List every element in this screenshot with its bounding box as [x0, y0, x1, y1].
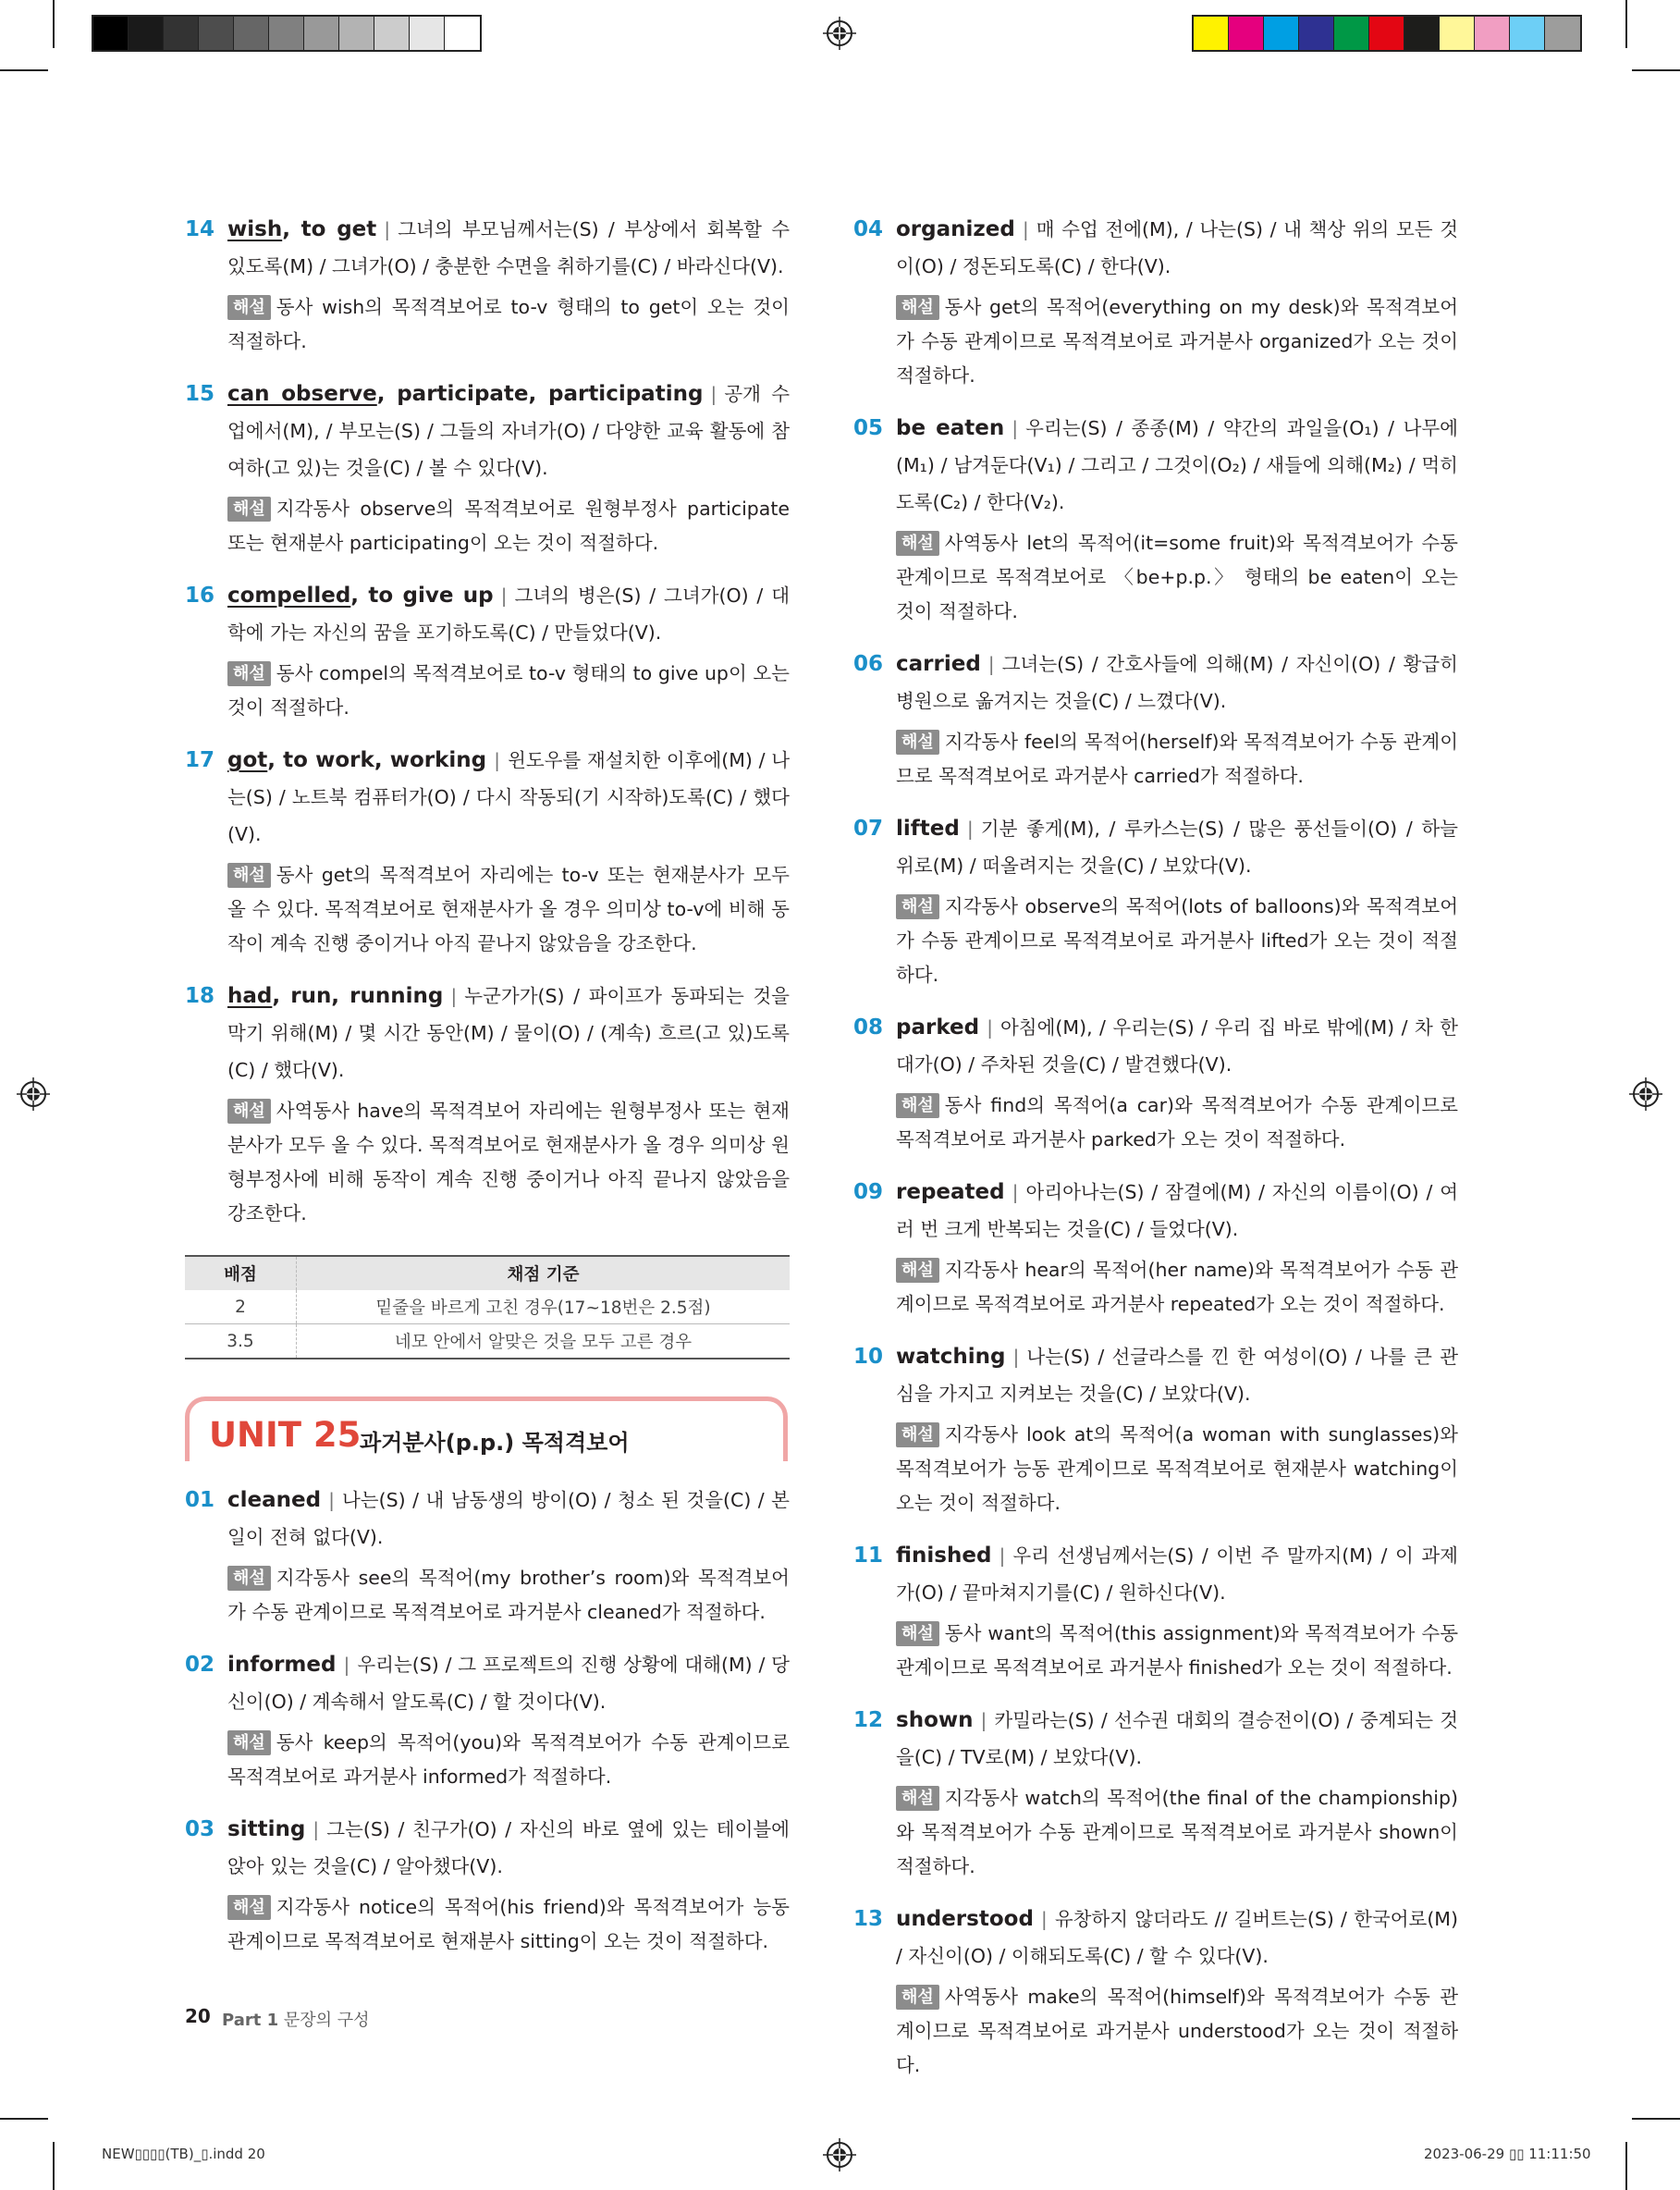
separator: |: [999, 1544, 1006, 1567]
answer-line: [896, 646, 1458, 720]
color-swatch: [1510, 17, 1545, 50]
color-swatch: [445, 17, 480, 50]
answer-text: shown: [896, 1708, 974, 1732]
answer-text: [227, 382, 703, 406]
answer-underlined: got: [227, 748, 268, 772]
translation-text: 매 수업 전에(M), / 나는(S) / 내 책상 위의 모든 것이(O) / 정돈되도록(C) / 한다(V).: [896, 218, 1458, 277]
explanation: [896, 1781, 1458, 1884]
color-swatch: [1264, 17, 1299, 50]
explanation: [227, 492, 790, 560]
color-swatch: [1194, 17, 1229, 50]
explanation-tag: 해설: [227, 1730, 271, 1755]
separator: |: [494, 749, 501, 771]
answer-text: finished: [896, 1544, 992, 1568]
answer-text: organized: [896, 217, 1015, 241]
answer-item: [853, 810, 1458, 992]
answer-underlined: had: [227, 984, 273, 1008]
item-number: 18: [185, 984, 215, 1008]
separator: |: [343, 1654, 350, 1676]
answer-item: [185, 211, 790, 359]
item-number: 01: [185, 1488, 215, 1512]
item-number: 02: [185, 1653, 215, 1677]
answer-item: [185, 1646, 790, 1794]
color-swatch: [1299, 17, 1334, 50]
explanation-text: 지각동사 observe의 목적격보어로 원형부정사 participate 또는 현재분사 participating이 오는 것이 적절하다.: [227, 498, 790, 554]
explanation-text: 동사 get의 목적어(everything on my desk)와 목적격보어가 수동 관계이므로 목적격보어로 과거분사 organized가 오는 것이 적절하다.: [896, 296, 1458, 387]
explanation: [896, 1253, 1458, 1322]
answer-text: understood: [896, 1907, 1034, 1931]
table-row: [185, 1290, 790, 1324]
part-title: 문장의 구성: [283, 2011, 370, 2030]
answer-item: [853, 1537, 1458, 1685]
explanation-tag: 해설: [896, 1093, 939, 1118]
item-number: 11: [853, 1544, 884, 1568]
color-swatch: [339, 17, 374, 50]
translation-text: 나는(S) / 내 남동생의 방이(O) / 청소 된 것을(C) / 본 일이 전혀 없다(V).: [227, 1489, 790, 1548]
item-number: 15: [185, 382, 215, 406]
color-swatch: [1440, 17, 1475, 50]
separator: |: [1012, 1346, 1020, 1368]
answer-line: [896, 810, 1458, 884]
translation-text: 윈도우를 재설치한 이후에(M) / 나는(S) / 노트북 컴퓨터가(O) / 다시 작동되(기 시작하)도록(C) / 했다(V).: [227, 749, 790, 845]
translation-text: 아리아나는(S) / 잠결에(M) / 자신의 이름이(O) / 여러 번 크게 반복되는 것을(C) / 들었다(V).: [896, 1181, 1458, 1240]
answer-line: [227, 577, 790, 651]
answer-text: informed: [227, 1653, 337, 1677]
explanation-tag: 해설: [227, 863, 271, 888]
color-swatch: [164, 17, 199, 50]
answer-line: [227, 1482, 790, 1556]
unit-title: 과거분사(p.p.) 목적격보어: [360, 1430, 630, 1456]
explanation-tag: 해설: [227, 497, 271, 522]
table-row: [185, 1324, 790, 1360]
explanation-tag: 해설: [227, 1895, 271, 1920]
answer-rest: , to give up: [350, 584, 494, 608]
page-number: 20: [185, 2005, 211, 2027]
explanation-tag: 해설: [896, 1786, 939, 1811]
answer-text: [227, 217, 376, 241]
answer-text: [227, 748, 486, 772]
answer-line: [896, 1174, 1458, 1248]
answer-line: [896, 1009, 1458, 1083]
item-number: 05: [853, 416, 884, 440]
separator: |: [1040, 1908, 1048, 1930]
explanation-tag: 해설: [227, 295, 271, 320]
separator: |: [450, 985, 458, 1007]
color-swatch: [1404, 17, 1440, 50]
explanation-text: 지각동사 hear의 목적어(her name)와 목적격보어가 수동 관계이므로 목적격보어로 과거분사 repeated가 오는 것이 적절하다.: [896, 1259, 1458, 1315]
translation-text: 공개 수업에서(M), / 부모는(S) / 그들의 자녀가(O) / 다양한 교육 활동에 참여하(고 있)는 것을(C) / 볼 수 있다(V).: [227, 383, 790, 479]
explanation-tag: 해설: [896, 531, 939, 556]
explanation-tag: 해설: [227, 661, 271, 686]
explanation-text: 지각동사 feel의 목적어(herself)와 목적격보어가 수동 관계이므로 목적격보어로 과거분사 carried가 적절하다.: [896, 731, 1458, 787]
explanation-text: 지각동사 see의 목적어(my brother’s room)와 목적격보어가 수동 관계이므로 목적격보어로 과거분사 cleaned가 적절하다.: [227, 1567, 790, 1623]
explanation: [896, 725, 1458, 794]
explanation-text: 지각동사 observe의 목적어(lots of balloons)와 목적격보어가 수동 관계이므로 목적격보어로 과거분사 lifted가 오는 것이 적절하다.: [896, 895, 1458, 986]
crop-mark: [53, 2142, 55, 2190]
answer-text: sitting: [227, 1817, 306, 1841]
explanation-tag: 해설: [896, 1621, 939, 1646]
explanation: [227, 1726, 790, 1794]
answer-item: [853, 1901, 1458, 2083]
slug-file-info: NEW▯▯▯▯(TB)_▯.indd 20: [102, 2146, 265, 2162]
score-header-criteria: 채점 기준: [297, 1256, 791, 1290]
explanation: [227, 1890, 790, 1959]
separator: |: [313, 1818, 320, 1840]
explanation-text: 지각동사 look at의 목적어(a woman with sunglasses)와 목적격보어가 능동 관계이므로 목적격보어로 현재분사 watching이 오는 것이 적절하다.: [896, 1423, 1458, 1514]
answer-text: be eaten: [896, 416, 1005, 440]
color-swatch: [1475, 17, 1510, 50]
translation-text: 기분 좋게(M), / 루카스는(S) / 많은 풍선들이(O) / 하늘 위로(M) / 떠올려지는 것을(C) / 보았다(V).: [896, 818, 1458, 877]
answer-text: repeated: [896, 1180, 1005, 1204]
crop-mark: [0, 2118, 48, 2120]
answer-line: [896, 410, 1458, 521]
color-swatch: [93, 17, 129, 50]
answer-text: parked: [896, 1015, 980, 1040]
translation-text: 유창하지 않더라도 // 길버트는(S) / 한국어로(M) / 자신이(O) / 이해되도록(C) / 할 수 있다(V).: [896, 1908, 1458, 1967]
color-swatch: [1545, 17, 1580, 50]
score-criteria: 네모 안에서 알맞은 것을 모두 고른 경우: [297, 1324, 791, 1360]
score-table: [185, 1255, 790, 1360]
unit-answer-column: [185, 1482, 790, 1975]
gray-swatch-strip: [92, 15, 482, 52]
item-number: 03: [185, 1817, 215, 1841]
answer-item: [853, 646, 1458, 794]
color-swatch: [234, 17, 269, 50]
explanation: [227, 858, 790, 961]
explanation-text: 사역동사 make의 목적어(himself)와 목적격보어가 수동 관계이므로 목적격보어로 과거분사 understood가 오는 것이 적절하다.: [896, 1986, 1458, 2076]
item-number: 09: [853, 1180, 884, 1204]
answer-line: [896, 1702, 1458, 1776]
answer-rest: , to get: [282, 217, 377, 241]
explanation: [227, 1561, 790, 1630]
answer-text: carried: [896, 652, 981, 676]
separator: |: [500, 584, 508, 607]
explanation-text: 동사 get의 목적격보어 자리에는 to-v 또는 현재분사가 모두 올 수 있다. 목적격보어로 현재분사가 올 경우 의미상 to-v에 비해 동작이 계속 진행 중이거나 아직 끝나지 않았음을 강조한다.: [227, 864, 790, 954]
item-number: 04: [853, 217, 884, 241]
answer-underlined: can observe: [227, 382, 377, 406]
answer-text: [227, 584, 494, 608]
translation-text: 우리는(S) / 그 프로젝트의 진행 상황에 대해(M) / 당신이(O) / 계속해서 알도록(C) / 할 것이다(V).: [227, 1654, 790, 1713]
explanation-text: 동사 keep의 목적어(you)와 목적격보어가 수동 관계이므로 목적격보어로 과거분사 informed가 적절하다.: [227, 1731, 790, 1788]
footer-part: [222, 2007, 370, 2031]
explanation: [896, 1617, 1458, 1685]
translation-text: 우리는(S) / 종종(M) / 약간의 과일을(O₁) / 나무에(M₁) / 남겨둔다(V₁) / 그리고 / 그것이(O₂) / 새들에 의해(M₂) / 먹히도록(C₂) / 한다(V₂).: [896, 417, 1458, 513]
translation-text: 카밀라는(S) / 선수권 대회의 결승전이(O) / 중계되는 것을(C) / TV로(M) / 보았다(V).: [896, 1709, 1458, 1768]
explanation: [896, 890, 1458, 992]
explanation: [896, 526, 1458, 629]
separator: |: [980, 1709, 987, 1731]
explanation: [227, 657, 790, 725]
answer-rest: , run, running: [272, 984, 444, 1008]
separator: |: [1012, 417, 1019, 439]
color-swatch: [1369, 17, 1404, 50]
score-table-header: [185, 1256, 790, 1290]
answer-line: [896, 211, 1458, 285]
registration-mark-icon: [823, 17, 856, 50]
explanation-tag: 해설: [227, 1099, 271, 1124]
separator: |: [1022, 218, 1029, 240]
answer-item: [185, 577, 790, 725]
translation-text: 아침에(M), / 우리는(S) / 우리 집 바로 밖에(M) / 차 한 대가(O) / 주차된 것을(C) / 발견했다(V).: [896, 1016, 1458, 1076]
separator: |: [328, 1489, 335, 1511]
answer-line: [896, 1537, 1458, 1611]
right-column: [853, 211, 1458, 2099]
color-swatch: [410, 17, 445, 50]
answer-list: [185, 211, 790, 1231]
crop-mark: [1625, 0, 1627, 48]
score-points: 2: [185, 1290, 297, 1324]
separator: |: [987, 1016, 993, 1039]
answer-item: [853, 1009, 1458, 1157]
left-column: [185, 211, 790, 1360]
answer-list: [853, 211, 1458, 2083]
translation-text: 그녀는(S) / 간호사들에 의해(M) / 자신이(O) / 황급히 병원으로 옮겨지는 것을(C) / 느꼈다(V).: [896, 653, 1458, 712]
score-criteria: 밑줄을 바르게 고친 경우(17~18번은 2.5점): [297, 1290, 791, 1324]
item-number: 10: [853, 1345, 884, 1369]
explanation-text: 동사 want의 목적어(this assignment)와 목적격보어가 수동 관계이므로 목적격보어로 과거분사 finished가 오는 것이 적절하다.: [896, 1622, 1458, 1679]
part-label: Part 1: [222, 2011, 279, 2030]
separator: |: [384, 218, 391, 240]
separator: |: [987, 653, 995, 675]
item-number: 14: [185, 217, 215, 241]
answer-text: watching: [896, 1345, 1006, 1369]
answer-item: [185, 1482, 790, 1630]
answer-item: [185, 375, 790, 560]
answer-list: [185, 1482, 790, 1959]
color-swatch: [1229, 17, 1264, 50]
color-swatch: [199, 17, 234, 50]
answer-item: [853, 1702, 1458, 1884]
registration-mark-icon: [17, 1077, 50, 1111]
answer-rest: , to work, working: [267, 748, 487, 772]
separator: |: [1012, 1181, 1019, 1203]
explanation: [896, 1980, 1458, 2083]
answer-item: [185, 1811, 790, 1959]
explanation: [227, 290, 790, 359]
color-swatch: [269, 17, 304, 50]
explanation-tag: 해설: [896, 1258, 939, 1283]
color-swatch: [129, 17, 164, 50]
answer-text: cleaned: [227, 1488, 322, 1512]
answer-line: [227, 1646, 790, 1720]
explanation-text: 지각동사 notice의 목적어(his friend)와 목적격보어가 능동 관계이므로 목적격보어로 현재분사 sitting이 오는 것이 적절하다.: [227, 1896, 790, 1952]
score-header-points: 배점: [185, 1256, 297, 1290]
answer-line: [227, 978, 790, 1089]
item-number: 08: [853, 1015, 884, 1040]
color-swatch: [374, 17, 410, 50]
answer-underlined: wish: [227, 217, 283, 241]
answer-item: [185, 742, 790, 961]
item-number: 06: [853, 652, 884, 676]
explanation-text: 지각동사 watch의 목적어(the final of the championship)와 목적격보어가 수동 관계이므로 목적격보어로 과거분사 shown이 적절하다.: [896, 1787, 1458, 1877]
registration-mark-icon: [1629, 1077, 1662, 1111]
answer-line: [227, 375, 790, 486]
item-number: 16: [185, 584, 215, 608]
answer-line: [896, 1338, 1458, 1412]
explanation: [227, 1094, 790, 1231]
translation-text: 누군가가(S) / 파이프가 동파되는 것을 막기 위해(M) / 몇 시간 동안(M) / 물이(O) / (계속) 흐르(고 있)도록(C) / 했다(V).: [227, 985, 790, 1081]
explanation-text: 동사 find의 목적어(a car)와 목적격보어가 수동 관계이므로 목적격보어로 과거분사 parked가 오는 것이 적절하다.: [896, 1094, 1458, 1150]
answer-item: [853, 1338, 1458, 1520]
explanation-tag: 해설: [896, 730, 939, 755]
color-swatch: [304, 17, 339, 50]
explanation-tag: 해설: [896, 1422, 939, 1447]
separator: |: [966, 818, 974, 840]
crop-mark: [1632, 69, 1680, 71]
answer-line: [896, 1901, 1458, 1975]
explanation-text: 사역동사 have의 목적격보어 자리에는 원형부정사 또는 현재분사가 모두 올 수 있다. 목적격보어로 현재분사가 올 경우 의미상 원형부정사에 비해 동작이 계속 진행 중이거나 아직 끝나지 않았음을 강조한다.: [227, 1100, 790, 1224]
explanation: [896, 290, 1458, 393]
crop-mark: [1625, 2142, 1627, 2190]
item-number: 13: [853, 1907, 884, 1931]
answer-rest: , participate, participating: [376, 382, 704, 406]
explanation-tag: 해설: [896, 1985, 939, 2010]
answer-item: [853, 211, 1458, 393]
explanation-tag: 해설: [896, 894, 939, 919]
explanation-text: 사역동사 let의 목적어(it=some fruit)와 목적격보어가 수동 관계이므로 목적격보어로 〈be+p.p.〉 형태의 be eaten이 오는 것이 적절하다.: [896, 532, 1458, 622]
crop-mark: [53, 0, 55, 48]
color-swatch-strip: [1192, 15, 1582, 52]
score-points: 3.5: [185, 1324, 297, 1360]
explanation-tag: 해설: [227, 1566, 271, 1591]
answer-text: [227, 984, 443, 1008]
item-number: 07: [853, 817, 884, 841]
answer-item: [185, 978, 790, 1231]
answer-line: [227, 1811, 790, 1885]
translation-text: 그녀의 병은(S) / 그녀가(O) / 대학에 가는 자신의 꿈을 포기하도록(C) / 만들었다(V).: [227, 584, 790, 644]
translation-text: 나는(S) / 선글라스를 낀 한 여성이(O) / 나를 큰 관심을 가지고 지켜보는 것을(C) / 보았다(V).: [896, 1346, 1458, 1405]
answer-item: [853, 410, 1458, 629]
item-number: 17: [185, 748, 215, 772]
translation-text: 우리 선생님께서는(S) / 이번 주 말까지(M) / 이 과제가(O) / 끝마쳐지기를(C) / 원하신다(V).: [896, 1544, 1458, 1604]
color-swatch: [1334, 17, 1369, 50]
answer-line: [227, 211, 790, 285]
answer-underlined: compelled: [227, 584, 351, 608]
slug-timestamp: 2023-06-29 ▯▯ 11:11:50: [1424, 2146, 1591, 2162]
explanation: [896, 1089, 1458, 1157]
answer-line: [227, 742, 790, 853]
registration-mark-icon: [823, 2138, 856, 2172]
explanation-text: 동사 wish의 목적격보어로 to-v 형태의 to get이 오는 것이 적절하다.: [227, 296, 790, 352]
explanation: [896, 1418, 1458, 1520]
item-number: 12: [853, 1708, 884, 1732]
unit-label: UNIT 25: [209, 1415, 362, 1455]
crop-mark: [1632, 2118, 1680, 2120]
separator: |: [710, 383, 717, 405]
answer-item: [853, 1174, 1458, 1322]
answer-text: lifted: [896, 817, 960, 841]
explanation-tag: 해설: [896, 295, 939, 320]
explanation-text: 동사 compel의 목적격보어로 to-v 형태의 to give up이 오는 것이 적절하다.: [227, 662, 790, 719]
translation-text: 그녀의 부모님께서는(S) / 부상에서 회복할 수 있도록(M) / 그녀가(O) / 충분한 수면을 취하기를(C) / 바라신다(V).: [227, 218, 790, 277]
translation-text: 그는(S) / 친구가(O) / 자신의 바로 옆에 있는 테이블에 앉아 있는 것을(C) / 알아챘다(V).: [227, 1818, 790, 1877]
crop-mark: [0, 69, 48, 71]
